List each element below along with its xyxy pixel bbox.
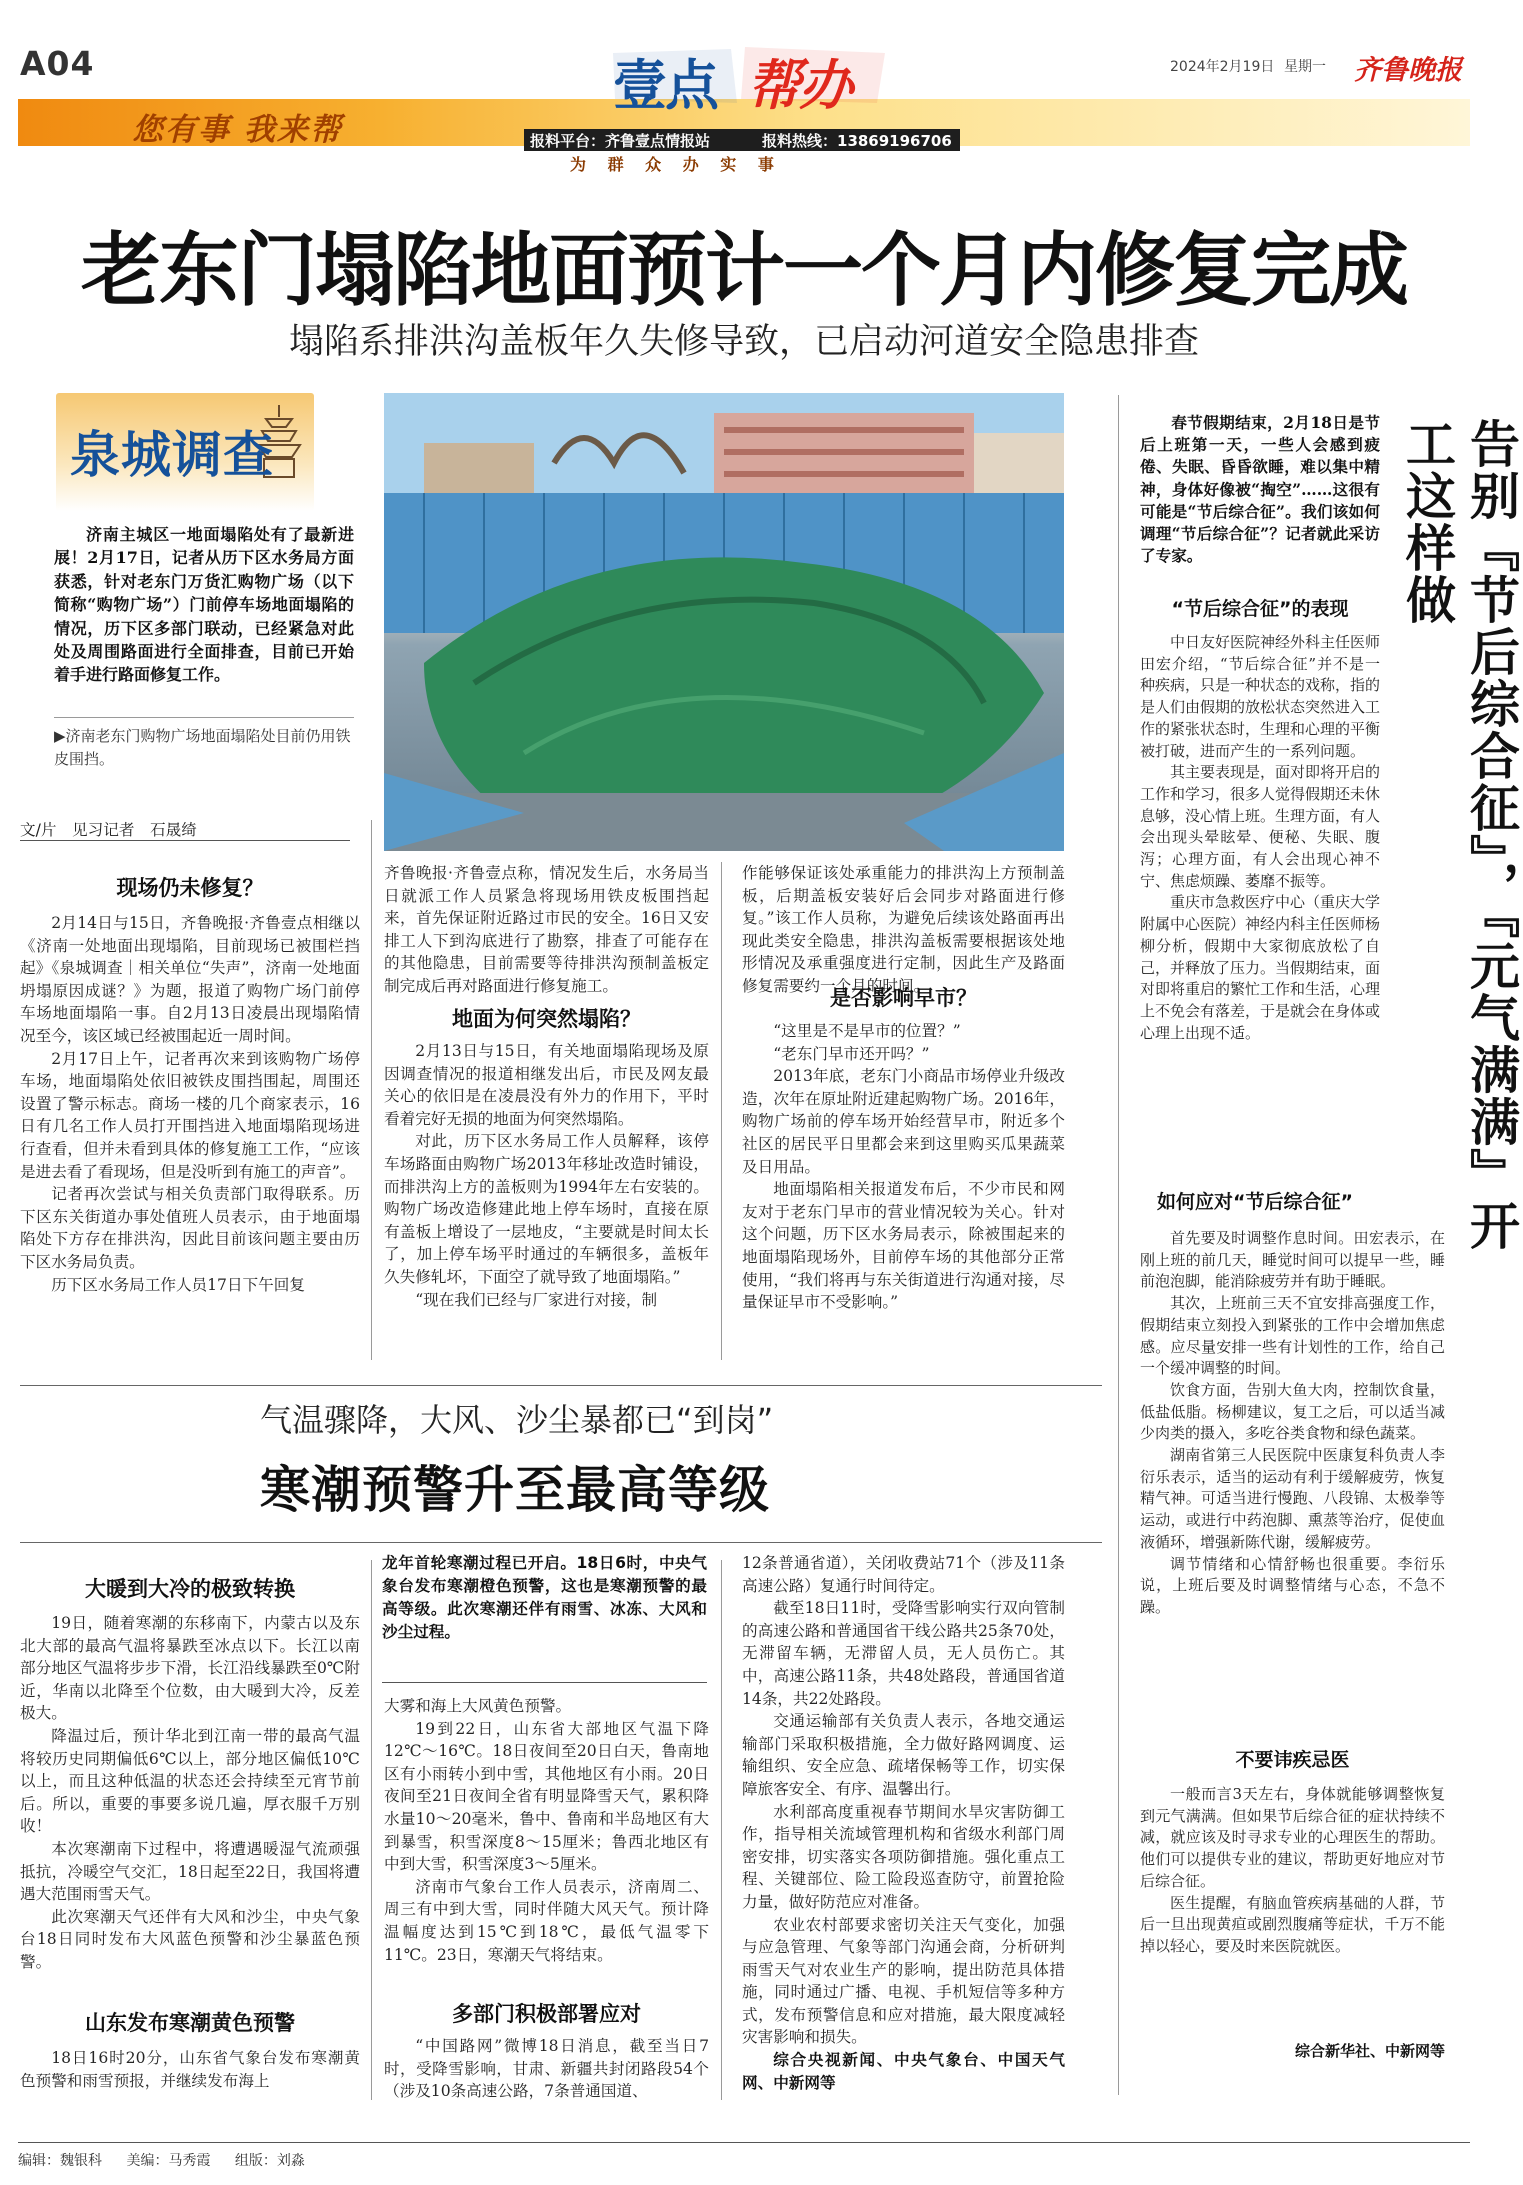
article1-col2: 齐鲁晚报·齐鲁壹点称，情况发生后，水务局当日就派工作人员紧急将现场用铁皮板围挡起来，首先保证附近路过市民的安全。16日又安排工人下到沟底进行了勘察，排查了可能存在的其他隐患，目前需要等待排洪沟预制盖板定制完成后再对路面进行修复施工。: [384, 864, 709, 995]
byline-underline: [20, 840, 350, 841]
subhead-symptoms: “节后综合征”的表现: [1171, 598, 1349, 620]
byline: 文/片 见习记者 石晟绮: [20, 821, 197, 839]
column-logo-text: 泉城调查: [70, 426, 274, 484]
footer-rule: [18, 2142, 1470, 2143]
subhead-coping: 如何应对“节后综合征”: [1157, 1191, 1353, 1213]
section-logo-red: 帮办: [747, 54, 851, 117]
lead-divider: [54, 717, 354, 718]
article3-col3: 12条普通省道），关闭收费站71个（涉及11条高速公路）复通行时间待定。 截至18日11时，受降雪影响实行双向管制的高速公路和普通国省干线公路共25条70处，无滞留车辆，无滞留人员，无人员伤亡。其中，高速公路11条，共48处路段，普通国省道14条，共22处路段。 交通运输部有关负责人表示，各地交通运输部门采取积极措施，全力做好路网调度、运输组织、安全应急、疏堵保畅等工作，切实保障旅客安全、有序、温馨出行。 水利部高度重视春节期间水旱灾害防御工作，指导相关流域管理机构和省级水利部门周密安排，切实落实各项防御措施。强化重点工程、关键部位、险工险段巡查防守，前置抢险力量，做好防范应对准备。 农业农村部要求密切关注天气变化，加强与应急管理、气象等部门沟通会商，分析研判雨雪天气对农业生产的影响，提出防范具体措施，同时通过广播、电视、手机短信等多种方式，发布预警信息和应对措施，最大限度减轻灾害影响和损失。 综合央视新闻、中央气象台、中国天气网、中新网等: [742, 1554, 1065, 2092]
article3-intro: 龙年首轮寒潮过程已开启。18日6时，中央气象台发布寒潮橙色预警，这也是寒潮预警的最高等级。此次寒潮还伴有雨雪、冰冻、大风和沙尘过程。: [382, 1554, 707, 1641]
report-platform: 报料平台：齐鲁壹点情报站: [530, 132, 711, 150]
section-divider: [20, 1385, 1102, 1386]
column-logo: [56, 393, 314, 511]
subhead-warm-to-cold: 大暖到大冷的极致转换: [85, 1577, 295, 1601]
page-number: A04: [20, 44, 95, 83]
article2-intro: 春节假期结束，2月18日是节后上班第一天，一些人会感到疲倦、失眠、昏昏欲睡，难以集中精神，身体好像被“掏空”……这很有可能是“节后综合征”。我们该如何调理“节后综合征”？记者就此采访了专家。: [1140, 413, 1380, 566]
subheadline-1: 塌陷系排洪沟盖板年久失修导致，已启动河道安全隐患排查: [288, 322, 1199, 362]
article1-col3b: “这里是不是早市的位置？” “老东门早市还开吗？” 2013年底，老东门小商品市场停业升级改造，次年在原址附近建起购物广场。2016年，购物广场前的停车场开始经营早市，附近多个社区的居民平日里都会来到这里购买瓜果蔬菜及日用品。 地面塌陷相关报道发布后，不少市民和网友对于老东门早市的营业情况较为关心。针对这个问题，历下区水务局表示，除被围起来的地面塌陷现场外，目前停车场的其他部分正常使用，“我们将再与东关街道进行沟通对接，尽量保证早市不受影响。”: [742, 1022, 1065, 1312]
article3-col1b: 18日16时20分，山东省气象台发布寒潮黄色预警和雨雪预报，并继续发布海上: [20, 2049, 360, 2090]
vertical-title-text: 告别『节后综合征』，『元气满满』开工这样做: [1398, 418, 1521, 1252]
article3-kicker: 气温骤降，大风、沙尘暴都已“到岗”: [260, 1401, 774, 1439]
article2-section2: 首先要及时调整作息时间。田宏表示，在刚上班的前几天，睡觉时间可以提早一些，睡前泡泡脚，能消除疲劳并有助于睡眠。 其次，上班前三天不宜安排高强度工作，假期结束立刻投入到紧张的工作中会增加焦虑感。应尽量安排一些有计划性的工作，给自己一个缓冲调整的时间。 饮食方面，告别大鱼大肉，控制饮食量，低盐低脂。杨柳建议，复工之后，可以适当减少肉类的摄入，多吃谷类食物和绿色蔬菜。 湖南省第三人民医院中医康复科负责人李衍乐表示，适当的运动有利于缓解疲劳，恢复精气神。可适当进行慢跑、八段锦、太极拳等运动，或进行中药泡脚、熏蒸等治疗，促使血液循环，增强新陈代谢，缓解疲劳。 调节情绪和心情舒畅也很重要。李衍乐说，上班后要及时调整情绪与心态，不急不躁。: [1140, 1229, 1445, 1616]
lead-1: 济南主城区一地面塌陷处有了最新进展！2月17日，记者从历下区水务局方面获悉，针对老东门万货汇购物广场（以下简称“购物广场”）门前停车场地面塌陷的情况，历下区多部门联动，已经紧急对此处及周围路面进行全面排查，目前已开始着手进行路面修复工作。: [54, 525, 354, 685]
article3-col2: 大雾和海上大风黄色预警。 19到22日，山东省大部地区气温下降12℃～16℃。18日夜间至20日白天，鲁南地区有小雨转小到中雪，其他地区有小雨。20日夜间至21日夜间全省有明显降雪天气，累积降水量10～20毫米，鲁中、鲁南和半岛地区有大到暴雪，积雪深度8～15厘米；鲁西北地区有中到大雪，积雪深度3～5厘米。 济南市气象台工作人员表示，济南周二、周三有中到大雪，同时伴随大风天气。预计降温幅度达到15℃到18℃，最低气温零下11℃。23日，寒潮天气将结束。: [384, 1697, 709, 1964]
article2-section1: 中日友好医院神经外科主任医师田宏介绍，“节后综合征”并不是一种疾病，只是一种状态的戏称，指的是人们由假期的放松状态突然进入工作的紧张状态时，生理和心理的平衡被打破，进而产生的一系列问题。 其主要表现是，面对即将开启的工作和学习，很多人觉得假期还未休息够，没心情上班。生理方面，有人会出现头晕眩晕、便秘、失眠、腹泻；心理方面，有人会出现心神不宁、焦虑烦躁、萎靡不振等。 重庆市急救医疗中心（重庆大学附属中心医院）神经内科主任医师杨柳分析，假期中大家彻底放松了自己，并释放了压力。当假期结束，面对即将重启的繁忙工作和生活，心理上不免会有落差，于是就会在身体或心理上出现不适。: [1140, 633, 1381, 1042]
date: 2024年2月19日: [1170, 59, 1275, 75]
weekday: 星期一: [1284, 59, 1326, 75]
intro-underline: [382, 1682, 707, 1683]
footer: [18, 2150, 305, 2170]
article3-col2b: “中国路网”微博18日消息，截至当日7时，受降雪影响，甘肃、新疆共封闭路段54个（涉及10条高速公路，7条普通国道、: [384, 2037, 709, 2101]
masthead: [0, 0, 1488, 190]
headline-1: 老东门塌陷地面预计一个月内修复完成: [81, 223, 1407, 317]
report-hotline: 报料热线：13869196706: [762, 132, 952, 150]
article3-rule: [20, 1542, 1102, 1543]
col-divider-1: [371, 820, 372, 1360]
article3-col1: 19日，随着寒潮的东移南下，内蒙古以及东北大部的最高气温将暴跌至冰点以下。长江以南部分地区气温将步步下滑，长江沿线暴跌至0℃附近，华南以北降至个位数，由大暖到大冷，反差极大。 降温过后，预计华北到江南一带的最高气温将较历史同期偏低6℃以上，部分地区偏低10℃以上，而且这种低温的状态还会持续至元宵节前后。所以，重要的事要多说几遍，厚衣服千万别收！ 本次寒潮南下过程中，将遭遇暖湿气流顽强抵抗，冷暖空气交汇，18日起至22日，我国将遭遇大范围雨雪天气。 此次寒潮天气还伴有大风和沙尘，中央气象台18日同时发布大风蓝色预警和沙尘暴蓝色预警。: [20, 1614, 360, 1971]
article2-section3: 一般而言3天左右，身体就能够调整恢复到元气满满。但如果节后综合征的症状持续不减，就应该及时寻求专业的心理医生的帮助。他们可以提供专业的建议，帮助更好地应对节后综合征。 医生提醒，有脑血管疾病基础的人群，节后一旦出现黄疸或剧烈腹痛等症状，千万不能掉以轻心，要及时来医院就医。: [1140, 1785, 1445, 1955]
subhead-scene-unrepaired: 现场仍未修复？: [116, 876, 264, 900]
footer-layout: 组版：刘淼: [234, 2153, 305, 2169]
footer-editor: 编辑：魏银科: [18, 2153, 102, 2169]
subhead-shandong-warning: 山东发布寒潮黄色预警: [85, 2011, 295, 2035]
article1-col1: 2月14日与15日，齐鲁晚报·齐鲁壹点相继以《济南一处地面出现塌陷，目前现场已被围栏挡起》《泉城调查｜相关单位“失声”，济南一处地面坍塌原因成谜？》为题，报道了购物广场门前停车场地面塌陷一事。自2月13日凌晨出现塌陷情况至今，该区域已经被围起近一周时间。 2月17日上午，记者再次来到该购物广场停车场，地面塌陷处依旧被铁皮围挡围起，周围还设置了警示标志。商场一楼的几个商家表示，16日有几名工作人员打开围挡进入地面塌陷现场进行查看，但并未看到具体的修复施工工作，“应该是进去看了看现场，但是没听到有施工的声音”。 记者再次尝试与相关负责部门取得联系。历下区东关街道办事处值班人员表示，由于地面塌陷处下方存在排洪沟，因此目前该问题主要由历下区水务局负责。 历下区水务局工作人员17日下午回复: [20, 914, 360, 1294]
subhead-why-collapse: 地面为何突然塌陷？: [452, 1007, 641, 1031]
article1-col2b: 2月13日与15日，有关地面塌陷现场及原因调查情况的报道相继发出后，市民及网友最关心的依旧是在凌晨没有外力的作用下，平时看着完好无损的地面为何突然塌陷。 对此，历下区水务局工作人员解释，该停车场路面由购物广场2013年移址改造时铺设，而排洪沟上方的盖板则为1994年左右安装的。购物广场改造修建此地上停车场时，直接在原有盖板上增设了一层地皮，“主要就是时间太长了，加上停车场平时通过的车辆很多，盖板年久失修轧坏，下面空了就导致了地面塌陷。” “现在我们已经与厂家进行对接，制: [384, 1042, 709, 1309]
footer-art-editor: 美编：马秀霞: [126, 2153, 211, 2169]
section-logo-blue: 壹点: [613, 54, 717, 117]
motto: 为 群 众 办 实 事: [570, 155, 782, 174]
col-divider-4: [721, 1560, 722, 2100]
photo-caption: ▶济南老东门购物广场地面塌陷处目前仍用铁皮围挡。: [54, 727, 351, 768]
photo-scene: [384, 393, 1064, 851]
slogan: 您有事 我来帮: [132, 112, 343, 148]
subhead-morning-market: 是否影响早市？: [830, 986, 977, 1010]
section-logo: [605, 43, 885, 117]
article1-col3: 作能够保证该处承重能力的排洪沟上方预制盖板，后期盖板安装好后会同步对路面进行修复。”该工作人员称，为避免后续该处路面再出现此类安全隐患，排洪沟盖板需要根据该处地形情况及承重强度进行定制，因此生产及路面修复需要约一个月的时间。: [742, 864, 1065, 995]
article2-source: 综合新华社、中新网等: [1294, 2042, 1445, 2060]
article-photo: [384, 393, 1064, 851]
col-divider-2: [721, 862, 722, 1360]
article3-headline: 寒潮预警升至最高等级: [260, 1460, 770, 1519]
paper-name: 齐鲁晚报: [1354, 55, 1462, 86]
subhead-departments: 多部门积极部署应对: [452, 2002, 641, 2026]
vertical-title: [1395, 418, 1521, 1258]
section-logo-text: [605, 43, 609, 44]
subhead-no-avoidance: 不要讳疾忌医: [1235, 1749, 1350, 1771]
col-divider-3: [371, 1560, 372, 2100]
